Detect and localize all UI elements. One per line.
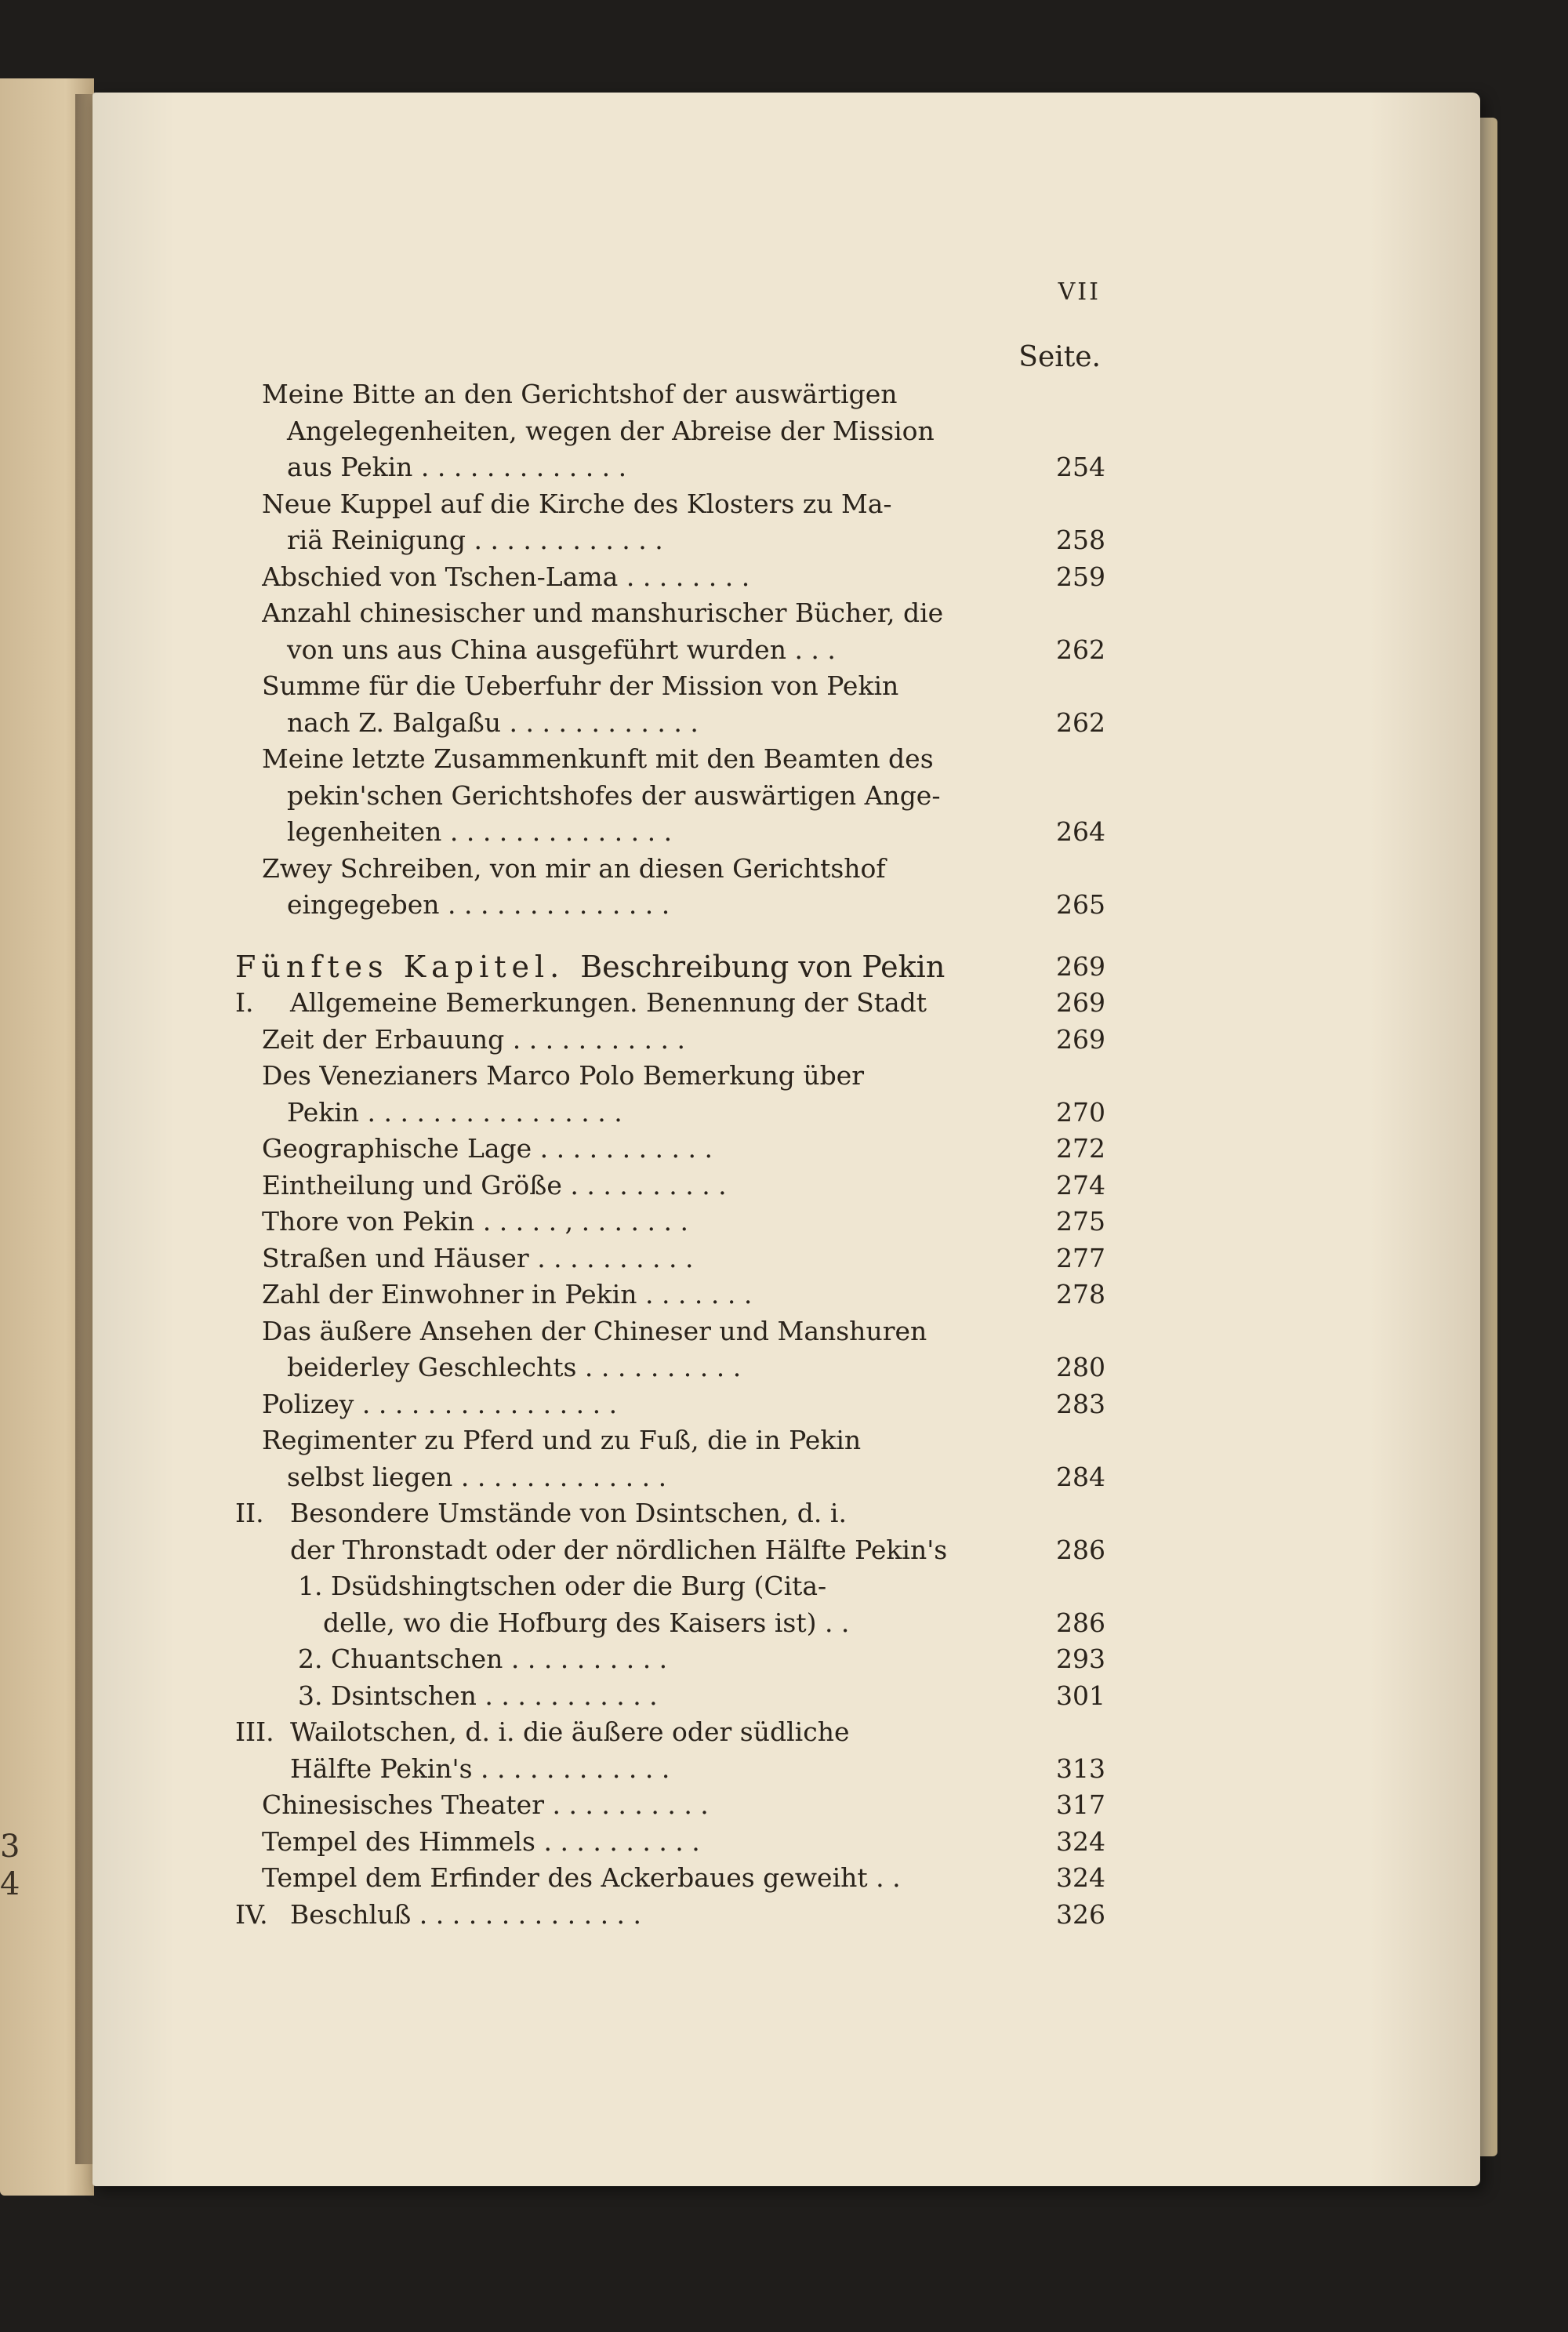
toc-page-number: 293 bbox=[1056, 1644, 1105, 1674]
toc-entry-text: Geographische Lage . . . . . . . . . . . bbox=[262, 1133, 713, 1164]
toc-page-number: 275 bbox=[1056, 1206, 1105, 1237]
toc-entry-line bbox=[262, 595, 953, 632]
toc-page-number: 301 bbox=[1056, 1680, 1105, 1711]
toc-entry-text: Tempel dem Erfinder des Ackerbaues geweiht . . bbox=[262, 1862, 901, 1893]
toc-entry-text: Chinesisches Theater . . . . . . . . . . bbox=[262, 1789, 709, 1820]
toc-entry-line bbox=[262, 559, 953, 596]
toc-page-number: 258 bbox=[1056, 525, 1105, 555]
toc-entry-text: 1. Dsüdshingtschen oder die Burg (Cita- bbox=[298, 1571, 827, 1601]
toc-entry-line bbox=[235, 1714, 949, 1751]
toc-entry bbox=[235, 1168, 1105, 1204]
toc-entry-text: legenheiten . . . . . . . . . . . . . . bbox=[287, 816, 673, 847]
toc-entry-line bbox=[262, 376, 953, 413]
toc-entry-line bbox=[262, 887, 953, 924]
toc-entry-text: Besondere Umstände von Dsintschen, d. i. bbox=[290, 1498, 847, 1528]
toc-page-number: 262 bbox=[1056, 634, 1105, 665]
toc-entry bbox=[235, 1860, 1105, 1897]
toc-entry bbox=[235, 1058, 1105, 1131]
toc-entry bbox=[235, 1240, 1105, 1277]
toc-entry-line bbox=[262, 778, 953, 815]
toc-entry bbox=[235, 741, 1105, 851]
chapter-number: Fünftes Kapitel. bbox=[235, 949, 565, 984]
toc-entry-line bbox=[235, 1751, 949, 1788]
toc-entry-line bbox=[262, 1058, 953, 1095]
toc-entry-text: Straßen und Häuser . . . . . . . . . . bbox=[262, 1242, 694, 1273]
toc-entry bbox=[235, 1714, 1105, 1787]
toc-entry-text: Des Venezianers Marco Polo Bemerkung über bbox=[262, 1060, 865, 1091]
toc-entry bbox=[235, 1204, 1105, 1240]
toc-entry bbox=[235, 1022, 1105, 1059]
toc-entry bbox=[235, 559, 1105, 596]
toc-entry-line bbox=[262, 1313, 953, 1350]
chapter-title: Beschreibung von Pekin bbox=[580, 949, 946, 984]
toc-entry-line bbox=[262, 1168, 953, 1204]
section-numeral: II. bbox=[235, 1498, 264, 1528]
toc-entry-line bbox=[298, 1678, 960, 1715]
toc-page-number: 269 bbox=[1056, 950, 1105, 982]
toc-entry bbox=[235, 1641, 1105, 1678]
toc-entry bbox=[235, 376, 1105, 486]
toc-entry bbox=[235, 1824, 1105, 1861]
toc-entry-line bbox=[262, 705, 953, 742]
toc-entry-text: Polizey . . . . . . . . . . . . . . . . bbox=[262, 1388, 618, 1419]
toc-entry-text: Neue Kuppel auf die Kirche des Klosters zu Ma- bbox=[262, 488, 892, 519]
toc-entry-line bbox=[262, 741, 953, 778]
toc-page-number: 254 bbox=[1056, 452, 1105, 482]
toc-entry bbox=[235, 851, 1105, 924]
toc-entry bbox=[235, 1495, 1105, 1568]
toc-entry bbox=[235, 985, 1105, 1022]
toc-page-number: 270 bbox=[1056, 1096, 1105, 1128]
toc-entry-text: Das äußere Ansehen der Chineser und Manshuren bbox=[262, 1315, 927, 1346]
toc-entry-line bbox=[262, 449, 953, 486]
toc-entry bbox=[235, 1422, 1105, 1495]
toc-page-number: 286 bbox=[1056, 1607, 1105, 1638]
toc-entry-text: beiderley Geschlechts . . . . . . . . . . bbox=[287, 1352, 742, 1382]
toc-entry bbox=[235, 1131, 1105, 1168]
toc-page-number: 280 bbox=[1056, 1352, 1105, 1382]
toc-entry-line bbox=[262, 1240, 953, 1277]
toc-entry-line bbox=[262, 1386, 953, 1423]
toc-entry-text: Abschied von Tschen-Lama . . . . . . . . bbox=[262, 561, 750, 592]
toc-entry bbox=[235, 1313, 1105, 1386]
toc-entry-line bbox=[262, 1204, 953, 1240]
toc-entry-line bbox=[262, 1277, 953, 1313]
toc-page-number: 269 bbox=[1056, 1023, 1105, 1055]
toc-entry-line bbox=[262, 1349, 953, 1386]
page-column-heading: Seite. bbox=[1018, 341, 1101, 373]
toc-entry-line bbox=[262, 851, 953, 888]
toc-entry-text: Zeit der Erbauung . . . . . . . . . . . bbox=[262, 1023, 686, 1055]
toc-entry-text: Thore von Pekin . . . . . , . . . . . . . bbox=[262, 1206, 688, 1237]
toc-entry bbox=[235, 1277, 1105, 1313]
toc-entry bbox=[235, 1678, 1105, 1715]
toc-page-number: 317 bbox=[1056, 1789, 1105, 1820]
toc-entry-line bbox=[262, 814, 953, 851]
toc-page-number: 269 bbox=[1056, 987, 1105, 1018]
toc-entry-line bbox=[262, 1860, 953, 1897]
toc-entry-line bbox=[262, 1022, 953, 1059]
toc-entry-line bbox=[298, 1605, 960, 1642]
toc-entry-line bbox=[235, 1897, 949, 1934]
toc-entry-text: Regimenter zu Pferd und zu Fuß, die in Pekin bbox=[262, 1425, 862, 1455]
toc-page-number: 259 bbox=[1056, 561, 1105, 592]
toc-entry bbox=[235, 668, 1105, 741]
toc-entry-text: Tempel des Himmels . . . . . . . . . . bbox=[262, 1825, 700, 1857]
toc-entry-text: Beschluß . . . . . . . . . . . . . . bbox=[290, 1898, 642, 1930]
toc-entry-text: Hälfte Pekin's . . . . . . . . . . . . bbox=[290, 1753, 670, 1784]
toc-entry-line bbox=[235, 1532, 949, 1569]
toc-page-number: 324 bbox=[1056, 1862, 1105, 1893]
toc-entry-text: delle, wo die Hofburg des Kaisers ist) . . bbox=[323, 1607, 850, 1638]
toc-entry-line bbox=[235, 1495, 949, 1532]
toc-entry-line bbox=[262, 1459, 953, 1496]
toc-entry-line bbox=[262, 1131, 953, 1168]
facing-page-fragment: 4 bbox=[0, 1866, 20, 1902]
chapter-heading bbox=[235, 949, 949, 986]
toc-entry-text: riä Reinigung . . . . . . . . . . . . bbox=[287, 525, 663, 555]
toc-entry-line bbox=[262, 486, 953, 523]
toc-entry-text: Allgemeine Bemerkungen. Benennung der Stadt bbox=[290, 987, 927, 1018]
facing-page-fragment: 3 bbox=[0, 1829, 20, 1865]
toc-entry-text: Zwey Schreiben, von mir an diesen Gerichtshof bbox=[262, 852, 886, 884]
toc-entry-text: Pekin . . . . . . . . . . . . . . . . bbox=[287, 1096, 622, 1128]
toc-page-number: 272 bbox=[1056, 1133, 1105, 1164]
toc-entry-line bbox=[298, 1568, 960, 1605]
toc-entry-text: Wailotschen, d. i. die äußere oder südliche bbox=[290, 1716, 850, 1747]
toc-entry-line bbox=[262, 413, 953, 450]
toc-page-number: 265 bbox=[1056, 889, 1105, 920]
toc-entry-text: Meine letzte Zusammenkunft mit den Beamten des bbox=[262, 743, 934, 774]
toc-entry bbox=[235, 1386, 1105, 1423]
toc-entry-line bbox=[262, 1095, 953, 1131]
toc-entry-text: Angelegenheiten, wegen der Abreise der Mission bbox=[287, 415, 935, 446]
toc-page-number: 283 bbox=[1056, 1388, 1105, 1419]
toc-entry-line bbox=[262, 1422, 953, 1459]
toc-page-number: 264 bbox=[1056, 816, 1105, 847]
toc-entry bbox=[235, 1787, 1105, 1824]
toc-entry-text: der Thronstadt oder der nördlichen Hälfte Pekin's bbox=[290, 1534, 948, 1565]
toc-entry-text: Summe für die Ueberfuhr der Mission von Pekin bbox=[262, 670, 899, 701]
toc-entry-text: von uns aus China ausgeführt wurden . . . bbox=[287, 634, 836, 665]
toc-entry-text: pekin'schen Gerichtshofes der auswärtigen Ange- bbox=[287, 779, 941, 811]
toc-entry-text: Eintheilung und Größe . . . . . . . . . . bbox=[262, 1169, 727, 1201]
toc-entry-text: 3. Dsintschen . . . . . . . . . . . bbox=[298, 1680, 658, 1711]
toc-entry-text: Zahl der Einwohner in Pekin . . . . . . . bbox=[262, 1279, 753, 1309]
section-numeral: I. bbox=[235, 987, 254, 1018]
toc-entry-text: nach Z. Balgaßu . . . . . . . . . . . . bbox=[287, 707, 699, 738]
toc-entry-line bbox=[298, 1641, 960, 1678]
toc-entry-line bbox=[262, 1787, 953, 1824]
toc-entry-text: aus Pekin . . . . . . . . . . . . . bbox=[287, 452, 627, 482]
toc-page-number: 284 bbox=[1056, 1461, 1105, 1492]
toc-page-number: 277 bbox=[1056, 1242, 1105, 1273]
toc-entry bbox=[235, 486, 1105, 559]
toc-page-number: 313 bbox=[1056, 1753, 1105, 1784]
toc-page-number: 286 bbox=[1056, 1534, 1105, 1565]
toc-entry-text: eingegeben . . . . . . . . . . . . . . bbox=[287, 889, 670, 920]
toc-entry-text: 2. Chuantschen . . . . . . . . . . bbox=[298, 1644, 668, 1674]
toc-page-number: 274 bbox=[1056, 1169, 1105, 1201]
toc-entry-line bbox=[235, 985, 949, 1022]
toc-entry-line bbox=[262, 522, 953, 559]
toc-entry-line bbox=[262, 668, 953, 705]
toc-entry bbox=[235, 949, 1105, 986]
section-numeral: III. bbox=[235, 1716, 274, 1747]
toc-entry-line bbox=[262, 1824, 953, 1861]
toc-entry bbox=[235, 595, 1105, 668]
toc-page-number: 278 bbox=[1056, 1279, 1105, 1309]
toc-entry-text: Anzahl chinesischer und manshurischer Bücher, die bbox=[262, 598, 944, 628]
toc-page-number: 326 bbox=[1056, 1898, 1105, 1930]
folio-number: VII bbox=[1058, 278, 1101, 306]
toc-entry-text: Meine Bitte an den Gerichtshof der auswärtigen bbox=[262, 379, 898, 409]
toc-entry-text: selbst liegen . . . . . . . . . . . . . bbox=[287, 1461, 667, 1492]
toc-page-number: 324 bbox=[1056, 1825, 1105, 1857]
toc-entry bbox=[235, 1897, 1105, 1934]
table-of-contents bbox=[235, 376, 1105, 1933]
section-numeral: IV. bbox=[235, 1898, 268, 1930]
toc-entry bbox=[235, 1568, 1105, 1641]
toc-entry-line bbox=[262, 632, 953, 669]
toc-page-number: 262 bbox=[1056, 707, 1105, 738]
